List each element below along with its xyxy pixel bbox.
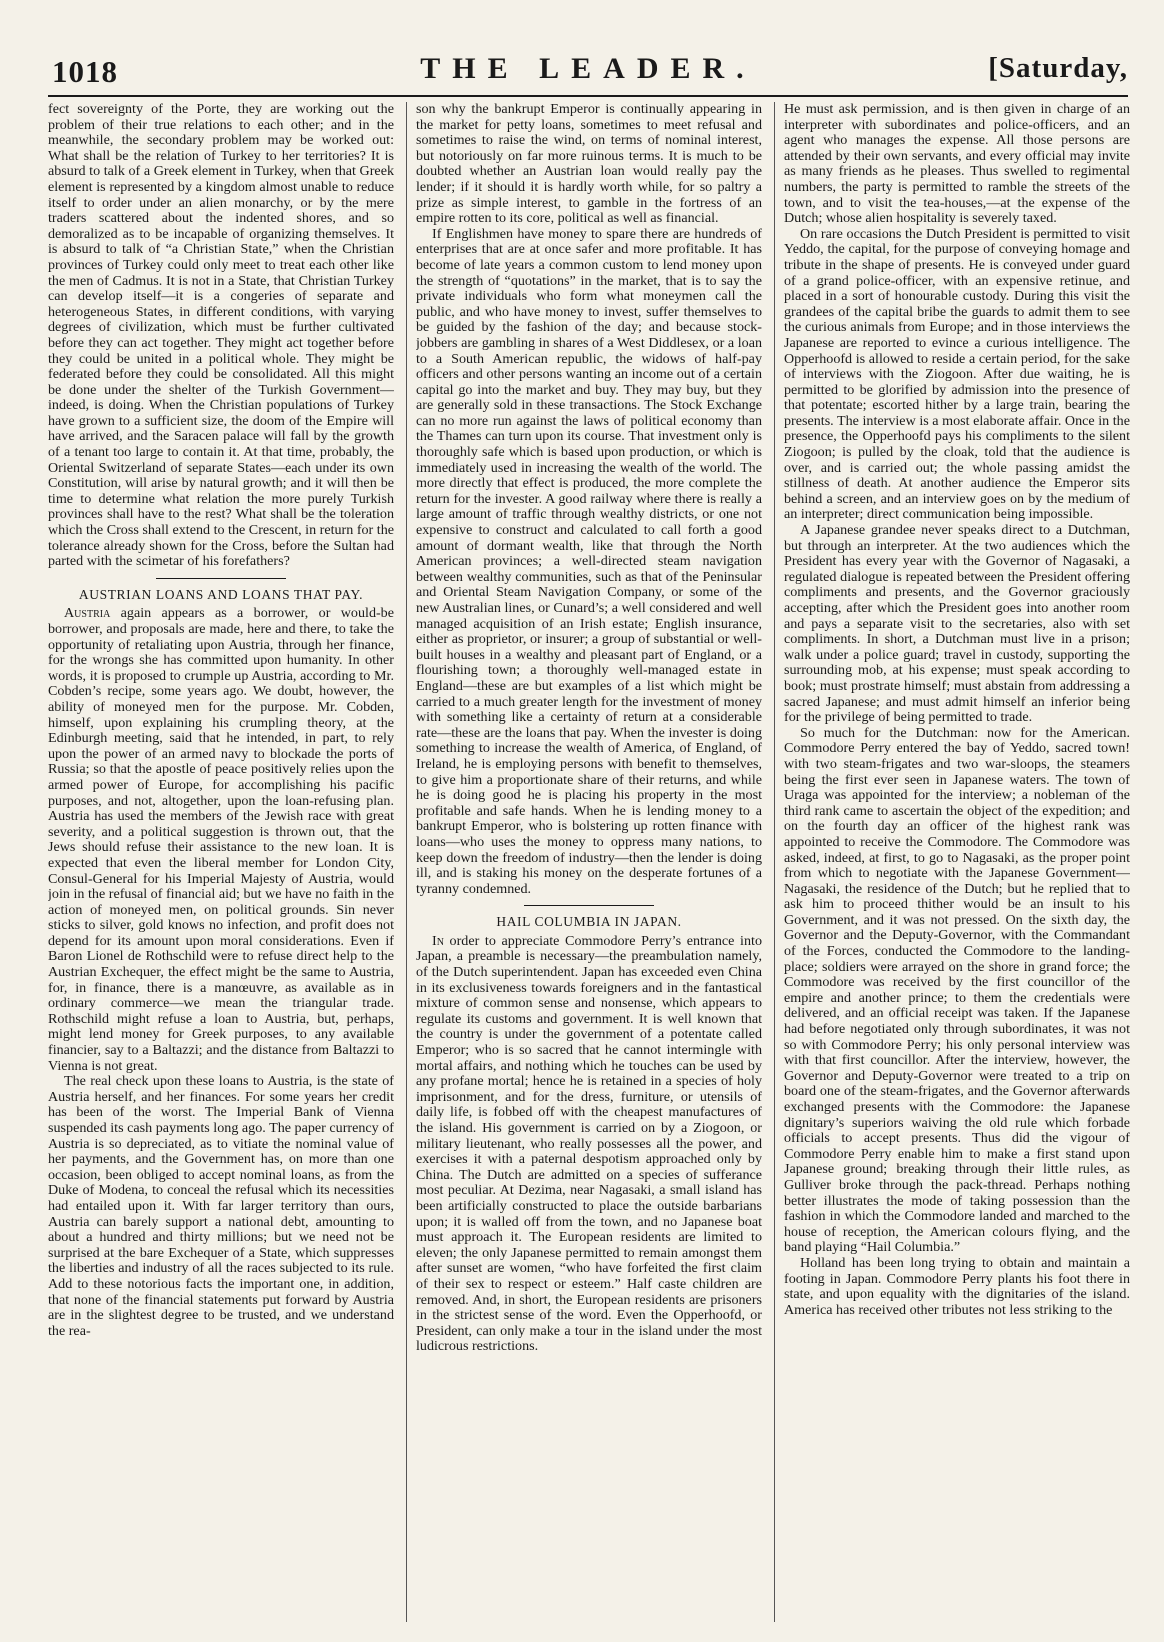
japan-paragraph-2: He must ask permission, and is then given in charge of an interpreter with subordinates and police-officers, and an agent who manages the expense. All those persons are attended by their own servants, and every official may invite as many friends as he pleases. Thus swelled to regimental numbers, the party is permitted to ramble the streets of the town, and to visit the tea-houses,—at the expense of the Dutch; whose alien hospitality is severely taxed. <box>784 102 1130 227</box>
japan-paragraph-3: On rare occasions the Dutch President is permitted to visit Yeddo, the capital, for the purpose of conveying homage and tribute in the shape of presents. He is conveyed under guard of a grand police-officer, with an expensive retinue, and placed in a sort of honourable custody. During this visit the grandees of the capital bribe the guards to admit them to see the curious animals from Europe; and in those interviews the Japanese are reported to evince a curious intelligence. The Opperhoofd is allowed to reside a certain period, for the sake of interviews with the Ziogoon. After due waiting, he is permitted to be glorified by admission into the presence of that potentate; escorted hither by a large train, bearing the presents. The interview is a most elaborate affair. Once in the presence, the Opperhoofd pays his compliments to the silent Ziogoon; is pulled by the cloak, told that the audience is over, and is carried out; the whole passing amidst the stillness of death. At another audience the Emperor sits behind a screen, and an interview goes on by the medium of an interpreter; direct communication being impossible. <box>784 225 1130 523</box>
japan-paragraph-4: A Japanese grandee never speaks direct to a Dutchman, but through an interpreter. At the two audiences which the President has every year with the Governor of Nagasaki, a regulated dialogue is repeated between the President offering compliments and presents, and the Governor graciously accepting, after which the President goes into another room and pays a separate visit to the secretaries, also with set compliments. In short, a Dutchman must live in a prison; walk under a police guard; travel in custody, supporting the surrounding mob, at his expense; must speak according to book; must prostrate himself; must abstain from addressing a sacred Japanese; and must admit himself an inferior being for the privilege of being permitted to trade. <box>784 522 1130 726</box>
austrian-paragraph-2: The real check upon these loans to Austria, is the state of Austria herself, and her finances. For some years her credit has been of the worst. The Imperial Bank of Vienna suspended its cash payments long ago. The paper currency of Austria is so depreciated, as to vitiate the nominal value of her payments, and the Government has, on more than one occasion, been obliged to accept nominal loans, as from the Duke of Modena, to conceal the refusal which its necessities had entailed upon it. With far larger territory than ours, Austria can barely support a national debt, amounting to about a hundred and thirty millions; but we need not be surprised at the bare Exchequer of a State, which suppresses the liberties and industry of all the races subjected to its rule. Add to these notorious facts the important one, in addition, that none of the financial statements put forward by Austria are in the slightest degree to be trusted, and we understand the rea- <box>48 1073 394 1339</box>
japan-paragraph-6: Holland has been long trying to obtain and maintain a footing in Japan. Commodore Perry plants his foot there in state, and upon equality with the dignitaries of the island. America has received other tributes not less striking to the <box>784 1254 1130 1318</box>
japan-paragraph-5: So much for the Dutchman: now for the American. Commodore Perry entered the bay of Yeddo, sacred town! with two steam-frigates and two war-sloops, the steamers being the first ever seen in Japanese waters. The town of Uraga was appointed for the interview; a nobleman of the third rank came to ascertain the object of the expedition; and on the fourth day an officer of the highest rank was appointed to receive the Commodore. The Commodore was asked, indeed, at first, to go to Nagasaki, as the proper point from which to negotiate with the Japanese Government—Nagasaki, the residence of the Dutch; but he replied that to ask him to proceed thither would be an insult to his Government, and it was not pressed. On the sixth day, the Governor and the Deputy-Governor, with the Commandant of the Forces, conducted the Commodore to the landing-place; soldiers were arrayed on the shore in grand force; the Commodore was received by the first councillor of the empire and another prince; to them the credentials were delivered, and an official receipt was taken. If the Japanese had before negotiated only through subordinates, it was not so with Commodore Perry; his only personal interview was with that first councillor. After the interview, however, the Governor and Deputy-Governor were treated to a trip on board one of the steam-frigates, and the Governor afterwards exchanged presents with the Commodore: the Japanese dignitary’s superiors waiving the old rule which forbade officials to accept presents. Thus did the vigour of Commodore Perry enable him to make a first stand upon Japanese ground; breaking through their little rules, as Gulliver broke through the pack-thread. Perhaps nothing better illustrates the mode of taking possession than the fashion in which the Commodore landed and marched to the house of reception, the American colours flying, and the band playing “Hail Columbia.” <box>784 724 1130 1256</box>
austrian-paragraph-1 <box>48 606 394 1074</box>
loans-paragraph-2: If Englishmen have money to spare there are hundreds of enterprises that are at once safer and more profitable. It has become of late years a common custom to lend money upon the strength of “quotations” in the market, that is to say the private individuals who form what moneymen call the public, and who have money to invest, suffer themselves to be guided by the fashion of the day; and because stock-jobbers are gambling in shares of a West Diddlesex, or a loan to a South American republic, the widows of half-pay officers and other persons wanting an income out of a certain capital go into the market and buy. They may buy, but they are generally sold in these transactions. The Stock Exchange can no more run against the laws of political economy than the Thames can turn upon its course. That investment only is thoroughly safe which is based upon production, or which is immediately used in increasing the wealth of the world. The more directly that effect is produced, the more complete the return for the invester. A good railway where there is really a large amount of traffic through wealthy districts, or one not expensive to construct and calculated to call forth a good amount of dormant wealth, like that through the North American provinces; a well-directed steam navigation between wealthy communities, such as that of the Peninsular and Oriental Steam Navigation Company, or some of the new Australian lines, or Cunard’s; a well considered and well managed acquisition of an Irish estate; English insurance, either as proprietor, or insurer; a group of substantial or well-built houses in a wealthy and pleasant part of England, or a flourishing town; a thoroughly well-managed estate in England—these are but examples of a list which might be carried to a much greater length for the investment of money with something like a certainty of return at a considerable rate—these are the loans that pay. When the invester is doing something to increase the wealth of America, of England, of Ireland, he is employing persons with benefit to themselves, to give him a proportionate share of their returns, and while he is doing good he is placing his property in the most profitable and safe hands. When he is lending money to a bankrupt Emperor, who is bolstering up rotten finance with loans—who uses the money to oppress many nations, to keep down the freedom of industry—then the lender is doing ill, and is staking his money on the desperate fortunes of a tyranny condemned. <box>416 225 762 897</box>
column-1 <box>48 102 394 1627</box>
header-rule <box>48 95 1128 97</box>
japan-lead-word: In <box>432 932 444 949</box>
column-divider-1 <box>406 102 407 1622</box>
column-2 <box>416 102 762 1627</box>
page-number: 1018 <box>52 54 118 89</box>
austrian-loans-heading: AUSTRIAN LOANS AND LOANS THAT PAY. <box>78 586 364 602</box>
loans-paragraph-1: son why the bankrupt Emperor is continually appearing in the market for petty loans, sometimes to meet refusal and sometimes to raise the wind, on terms of nominal interest, but notoriously on far more ruinous terms. It is much to be doubted whether an Austrian loan would really pay the lender; if it should it is hardly worth while, for so paltry a prize as simple interest, to gamble in the fortress of an empire rotten to its core, political as well as financial. <box>416 102 762 227</box>
japan-paragraph-1 <box>416 934 762 1355</box>
masthead-title: THE LEADER. <box>420 52 756 85</box>
hail-columbia-heading: HAIL COLUMBIA IN JAPAN. <box>496 914 682 930</box>
japan-paragraph-1-text: order to appreciate Commodore Perry’s entrance into Japan, a preamble is necessary—the preambulation namely, of the Dutch superintendent. Japan has exceeded even China in its exclusiveness towards foreigners and in the fantastical mixture of common sense and nonsense, which appears to regulate its customs and government. It is well known that the country is under the government of a potentate called Emperor; who is so sacred that he cannot intermingle with mortal affairs, and nothing which he touches can be used by any profane mortal; hence he is retained in a species of holy imprisonment, and for the dress, furniture, or utensils of daily life, is fobbed off with the cheapest manufactures of the island. His government is carried on by a Ziogoon, or military lieutenant, who really possesses all the power, and exercises it with a paternal despotism approached only by China. The Dutch are admitted on a species of sufferance most peculiar. At Dezima, near Nagasaki, a small island has been artificially constructed to place the outside barbarians upon; it is walled off from the town, and no Japanese boat must approach it. The European residents are limited to eleven; the only Japanese permitted to remain amongst them after sunset are women, “who have forfeited the first claim of their sex to respect or esteem.” Half caste children are removed. And, in short, the European residents are prisoners in the strictest sense of the word. Even the Opperhoofd, or President, can only make a tour in the island under the most ludicrous restrictions. <box>416 932 762 1355</box>
issue-day: [Saturday, <box>988 52 1128 84</box>
section-divider <box>156 578 286 579</box>
austrian-lead-word: Austria <box>64 605 111 622</box>
page-header <box>48 46 1128 96</box>
column-3 <box>784 102 1130 1627</box>
column-divider-2 <box>774 102 775 1622</box>
turkey-paragraph: fect sovereignty of the Porte, they are working out the problem of their true relations to each other; and in the meanwhile, the secondary problem may be worked out: What shall be the relation of Turkey to her territories? It is absurd to talk of a Greek element in Turkey, when that Greek element is represented by a kingdom almost unable to reduce itself to order under an alien monarchy, or by the mere traders scattered about the indented shores, and so demoralized as to be incapable of organizing themselves. It is absurd to talk of “a Christian State,” when the Christian provinces of Turkey could only meet to treat each other like the men of Cadmus. It is not in a State, that Christian Turkey can develop itself—it is a congeries of separate and heterogeneous States, in different conditions, with varying degrees of civilization, which must be further cultivated before they can act together. They might act together before they could be united in a political whole. They might be federated before they could be consolidated. All this might be done under the shelter of the Turkish Government—indeed, is doing. When the Christian populations of Turkey have grown to a sufficient size, the doom of the Empire will have arrived, and the Saracen palace will fall by the growth of a tenant too large to contain it. At that time, probably, the Oriental Switzerland of separate States—each under its own Constitution, will arise by natural growth; and it will then be time to determine what relation the more purely Turkish provinces shall have to the rest? What shall be the toleration which the Cross shall extend to the Crescent, in return for the tolerance already shown for the Cross, before the Sultan had parted with the scimetar of his forefathers? <box>48 102 394 570</box>
austrian-paragraph-1-text: again appears as a borrower, or would-be borrower, and proposals are made, here and there, to take the opportunity of retaliating upon Austria, through her finance, for the wrongs she has committed upon humanity. In other words, it is proposed to crumple up Austria, according to Mr. Cobden’s recipe, some years ago. We doubt, however, the ability of moneyed men for the purpose. Mr. Cobden, himself, upon explaining his crumpling theory, at the Edinburgh meeting, said that he intended, in part, to rely upon the power of an armed navy to blockade the ports of Russia; so that the apostle of peace positively relies upon the armed power of Europe, for accomplishing his pacific purposes, and not, altogether, upon the loan-refusing plan. Austria has used the members of the Jewish race with great severity, and a political suggestion is thrown out, that the Jews should refuse their assistance to the new loan. It is expected that even the liberal member for London City, Consul-General for his Imperial Majesty of Austria, would join in the refusal of financial aid; but we have no faith in the action of moneyed men, on political grounds. Sin never sticks to silver, gold knows no infection, and profit does not depend for its amount upon moral considerations. Even if Baron Lionel de Rothschild were to refuse direct help to the Austrian Exchequer, the effect might be the same to Austria, for, in finance, there is a manœuvre, as available as in ordinary commerce—we mean the triangular trade. Rothschild might refuse a loan to Austria, but, perhaps, might lend money for Greek purposes, to any available financier, say to a Baltazzi; and the distance from Baltazzi to Vienna is not great. <box>48 605 394 1074</box>
section-divider <box>524 905 654 906</box>
